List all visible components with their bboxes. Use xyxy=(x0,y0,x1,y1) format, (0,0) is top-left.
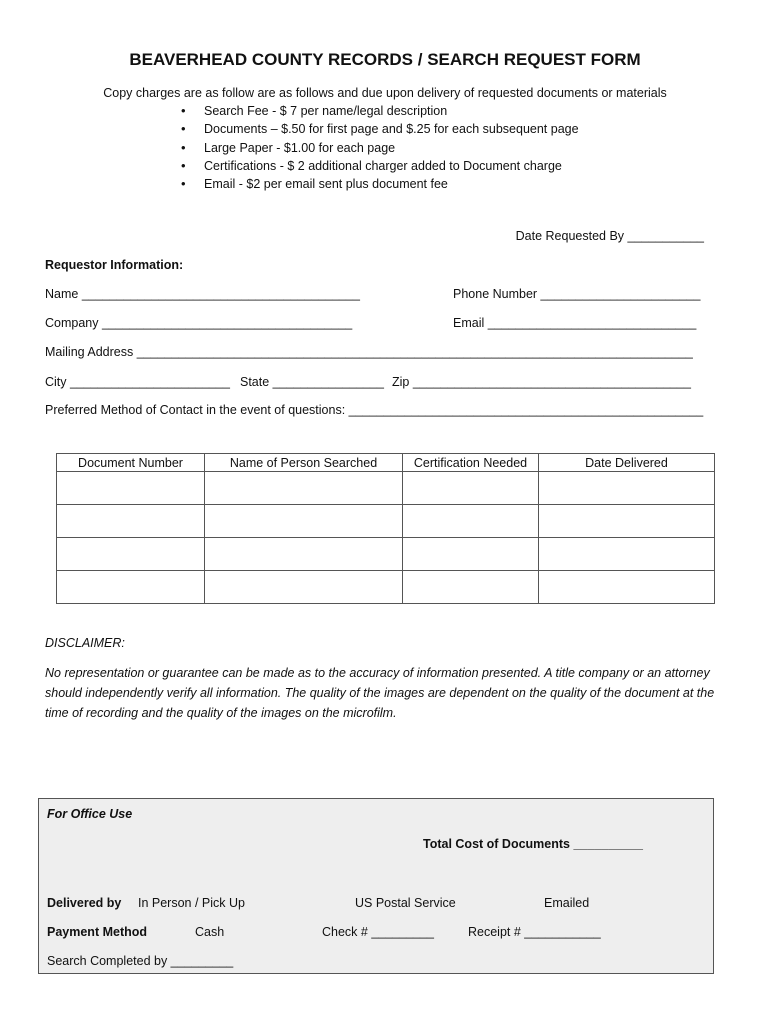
table-cell[interactable] xyxy=(205,505,403,538)
table-cell[interactable] xyxy=(539,538,715,571)
charge-item: • Certifications - $ 2 additional charger added to Document charge xyxy=(180,157,579,175)
phone-field[interactable]: Phone Number _______________________ xyxy=(453,287,701,301)
zip-field[interactable]: Zip ________________________________________ xyxy=(392,375,691,389)
table-row xyxy=(57,571,715,604)
requestor-heading: Requestor Information: xyxy=(45,258,184,272)
search-completed-field[interactable]: Search Completed by _________ xyxy=(47,954,234,968)
column-header: Date Delivered xyxy=(539,454,715,472)
charge-item: • Documents – $.50 for first page and $.25 for each subsequent page xyxy=(180,120,579,138)
column-header: Document Number xyxy=(57,454,205,472)
payment-method-label: Payment Method xyxy=(47,925,148,939)
check-number-field[interactable]: Check # _________ xyxy=(322,925,434,939)
name-field[interactable]: Name ________________________________________ xyxy=(45,287,360,301)
date-requested-field[interactable]: Date Requested By ___________ xyxy=(515,229,704,243)
table-row xyxy=(57,538,715,571)
copy-charges-intro: Copy charges are as follow are as follows and due upon delivery of requested documents or materials xyxy=(103,86,667,100)
email-field[interactable]: Email ______________________________ xyxy=(453,316,697,330)
company-field[interactable]: Company ____________________________________ xyxy=(45,316,353,330)
table-cell[interactable] xyxy=(57,571,205,604)
state-field[interactable]: State ________________ xyxy=(240,375,384,389)
receipt-number-field[interactable]: Receipt # ___________ xyxy=(468,925,601,939)
delivered-by-label: Delivered by xyxy=(47,896,122,910)
table-cell[interactable] xyxy=(57,505,205,538)
table-header-row xyxy=(57,454,715,472)
column-header: Name of Person Searched xyxy=(205,454,403,472)
column-header: Certification Needed xyxy=(403,454,539,472)
documents-table xyxy=(56,453,715,604)
table-cell[interactable] xyxy=(403,571,539,604)
city-field[interactable]: City _______________________ xyxy=(45,375,230,389)
delivery-option-postal[interactable]: US Postal Service xyxy=(355,896,456,910)
table-cell[interactable] xyxy=(205,571,403,604)
table-cell[interactable] xyxy=(539,505,715,538)
preferred-contact-field[interactable]: Preferred Method of Contact in the event of questions: ___________________________________________________ xyxy=(45,403,704,417)
disclaimer-title: DISCLAIMER: xyxy=(45,636,125,650)
table-cell[interactable] xyxy=(403,472,539,505)
table-cell[interactable] xyxy=(205,472,403,505)
delivery-option-emailed[interactable]: Emailed xyxy=(544,896,590,910)
charges-list xyxy=(180,102,579,193)
table-cell[interactable] xyxy=(57,472,205,505)
table-cell[interactable] xyxy=(205,538,403,571)
charge-item: • Email - $2 per email sent plus document fee xyxy=(180,175,579,193)
total-cost-field[interactable]: Total Cost of Documents __________ xyxy=(423,837,643,851)
table-cell[interactable] xyxy=(539,472,715,505)
disclaimer-text: No representation or guarantee can be made as to the accuracy of information presented. A title company or an attorney should independently verify all information. The quality of the images are dependent on the quality of the document at the time of recording and the quality of the images on the microfilm. xyxy=(45,666,715,720)
office-use-heading: For Office Use xyxy=(47,807,133,821)
mailing-address-field[interactable]: Mailing Address ________________________________________________________________________________ xyxy=(45,345,693,359)
charge-item: • Search Fee - $ 7 per name/legal description xyxy=(180,102,579,120)
table-cell[interactable] xyxy=(57,538,205,571)
charge-item: • Large Paper - $1.00 for each page xyxy=(180,139,579,157)
payment-option-cash[interactable]: Cash xyxy=(195,925,225,939)
form-title: BEAVERHEAD COUNTY RECORDS / SEARCH REQUEST FORM xyxy=(129,50,641,69)
table-row xyxy=(57,505,715,538)
table-cell[interactable] xyxy=(403,538,539,571)
table-cell[interactable] xyxy=(403,505,539,538)
table-cell[interactable] xyxy=(539,571,715,604)
office-use-box xyxy=(38,798,714,974)
delivery-option-pickup[interactable]: In Person / Pick Up xyxy=(138,896,245,910)
table-row xyxy=(57,472,715,505)
